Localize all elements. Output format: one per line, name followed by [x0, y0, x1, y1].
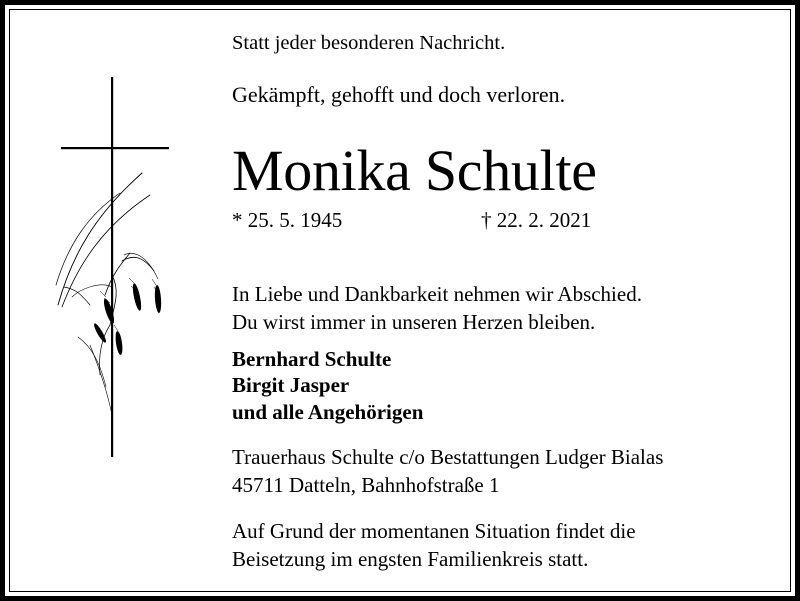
- deceased-name: Monika Schulte: [232, 138, 597, 203]
- signatory-1: Bernhard Schulte: [232, 347, 392, 371]
- address-line-1: Trauerhaus Schulte c/o Bestattungen Ludger Bialas: [232, 445, 664, 469]
- farewell-line-2: Du wirst immer in unseren Herzen bleiben.: [232, 310, 596, 334]
- cross-with-wheat-icon: [50, 75, 180, 465]
- signatory-2: Birgit Jasper: [232, 373, 350, 397]
- farewell-line-1: In Liebe und Dankbarkeit nehmen wir Abschied.: [232, 282, 642, 306]
- birth-date: * 25. 5. 1945: [232, 208, 343, 232]
- note-line-2: Beisetzung im engsten Familienkreis statt.: [232, 547, 589, 571]
- address-line-2: 45711 Datteln, Bahnhofstraße 1: [232, 473, 500, 497]
- note-line-1: Auf Grund der momentanen Situation findet die: [232, 519, 636, 543]
- intro-line: Statt jeder besonderen Nachricht.: [232, 32, 506, 54]
- motto-line: Gekämpft, gehofft und doch verloren.: [232, 82, 566, 107]
- signatory-3: und alle Angehörigen: [232, 400, 424, 424]
- death-date: † 22. 2. 2021: [481, 208, 592, 232]
